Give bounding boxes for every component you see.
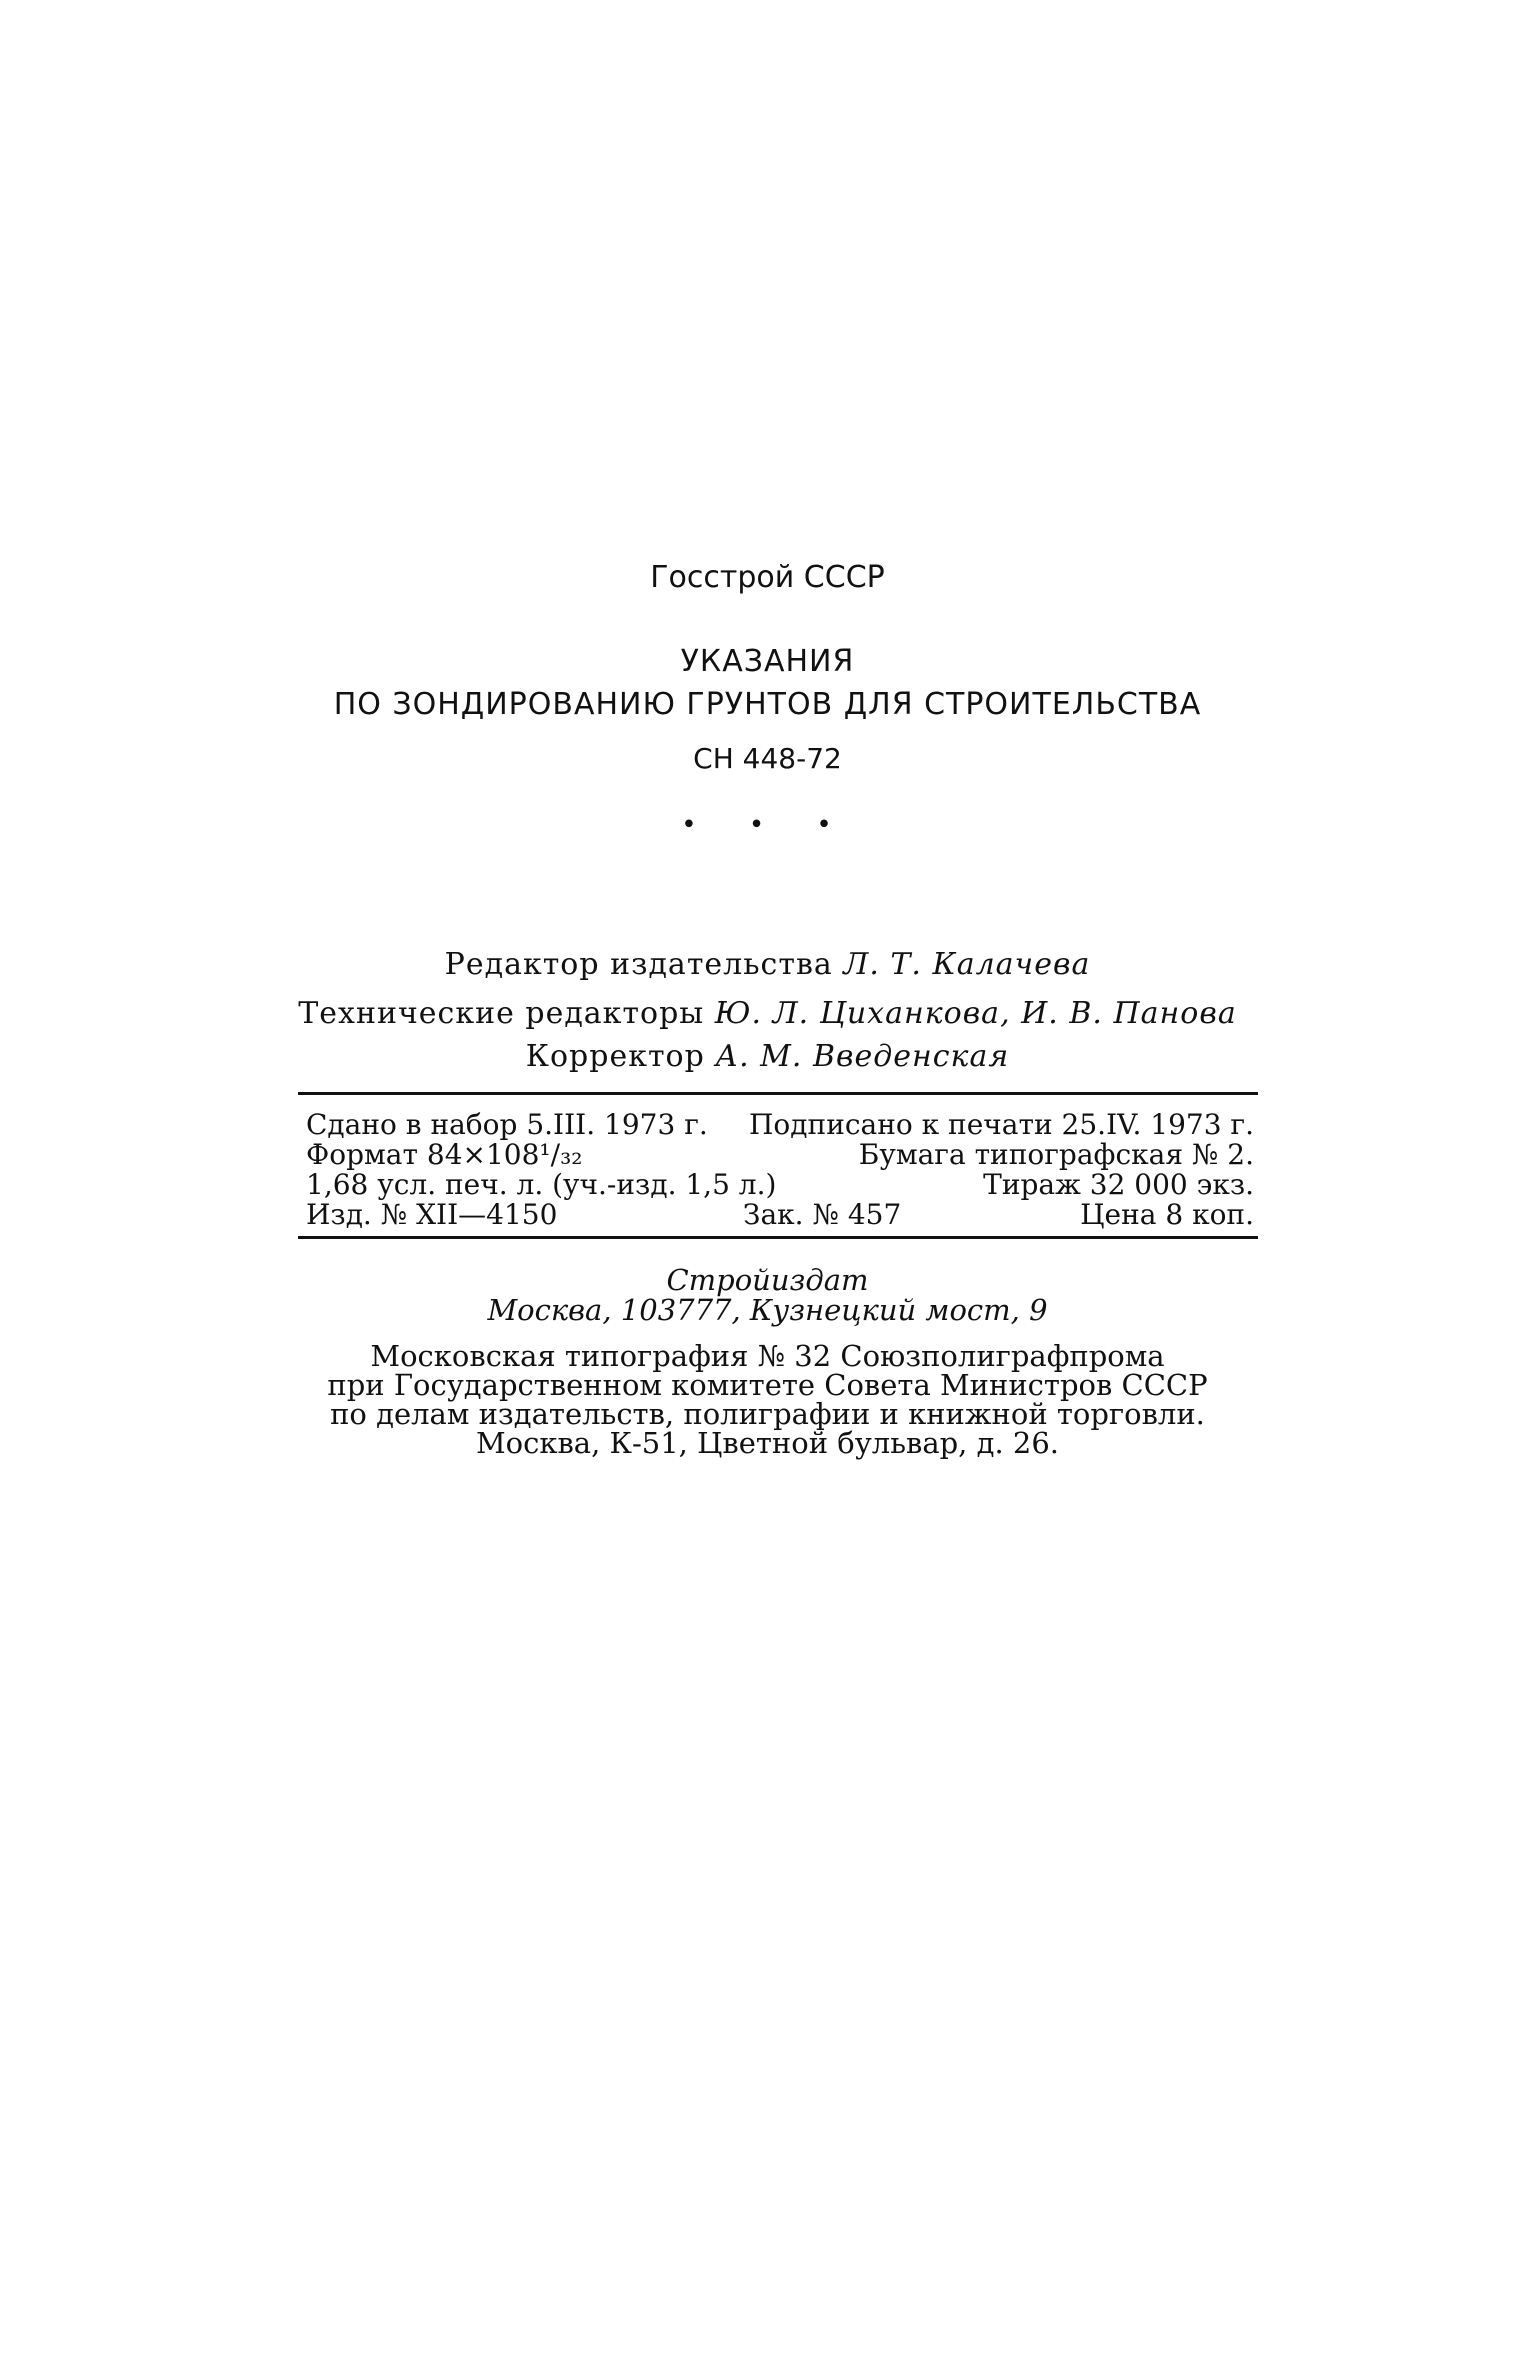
title-line-1: УКАЗАНИЯ xyxy=(680,644,855,679)
imprint-row-4 xyxy=(306,1200,1254,1230)
tech-editors-names: Ю. Л. Циханкова, И. В. Панова xyxy=(714,996,1237,1031)
publisher-address: Москва, 103777, Кузнецкий мост, 9 xyxy=(487,1293,1048,1327)
separator-stars: • • • xyxy=(681,810,854,840)
proofreader-label: Корректор xyxy=(525,1039,705,1074)
imprint-paper: Бумага типографская № 2. xyxy=(858,1138,1254,1171)
imprint-edition-number: Изд. № XII—4150 xyxy=(306,1198,558,1231)
imprint-signed-date: Подписано к печати 25.IV. 1973 г. xyxy=(749,1108,1254,1141)
imprint-row-3 xyxy=(306,1170,1254,1200)
imprint-row-1 xyxy=(306,1110,1254,1140)
credit-editor xyxy=(0,947,1535,982)
publisher-name: Стройиздат xyxy=(666,1263,869,1297)
editor-label: Редактор издательства xyxy=(444,947,833,982)
imprint-sheets: 1,68 усл. печ. л. (уч.-изд. 1,5 л.) xyxy=(306,1168,777,1201)
organization: Госстрой СССР xyxy=(650,560,885,595)
printer-line-1: Московская типография № 32 Союзполиграфпрома xyxy=(370,1339,1165,1373)
imprint-print-run: Тираж 32 000 экз. xyxy=(983,1168,1254,1201)
imprint-order-number: Зак. № 457 xyxy=(743,1198,902,1231)
imprint-row-2 xyxy=(306,1140,1254,1170)
editor-name: Л. Т. Калачева xyxy=(843,947,1091,982)
document-code: СН 448-72 xyxy=(693,742,842,775)
credit-proofreader xyxy=(0,1039,1535,1074)
printer-line-4: Москва, К-51, Цветной бульвар, д. 26. xyxy=(475,1426,1060,1460)
printer-line-3: по делам издательств, полиграфии и книжной торговли. xyxy=(330,1397,1205,1431)
imprint-top-rule xyxy=(298,1092,1258,1095)
imprint-bottom-rule xyxy=(298,1236,1258,1239)
title-line-2: ПО ЗОНДИРОВАНИЮ ГРУНТОВ ДЛЯ СТРОИТЕЛЬСТВА xyxy=(333,687,1202,722)
proofreader-name: А. М. Введенская xyxy=(715,1039,1010,1074)
printer-line-2: при Государственном комитете Совета Министров СССР xyxy=(327,1368,1208,1402)
imprint-typeset-date: Сдано в набор 5.III. 1973 г. xyxy=(306,1108,708,1141)
tech-editors-label: Технические редакторы xyxy=(298,996,705,1031)
imprint-price: Цена 8 коп. xyxy=(1080,1198,1254,1231)
imprint-format: Формат 84×108¹/₃₂ xyxy=(306,1138,583,1171)
credit-tech-editors xyxy=(0,996,1535,1031)
